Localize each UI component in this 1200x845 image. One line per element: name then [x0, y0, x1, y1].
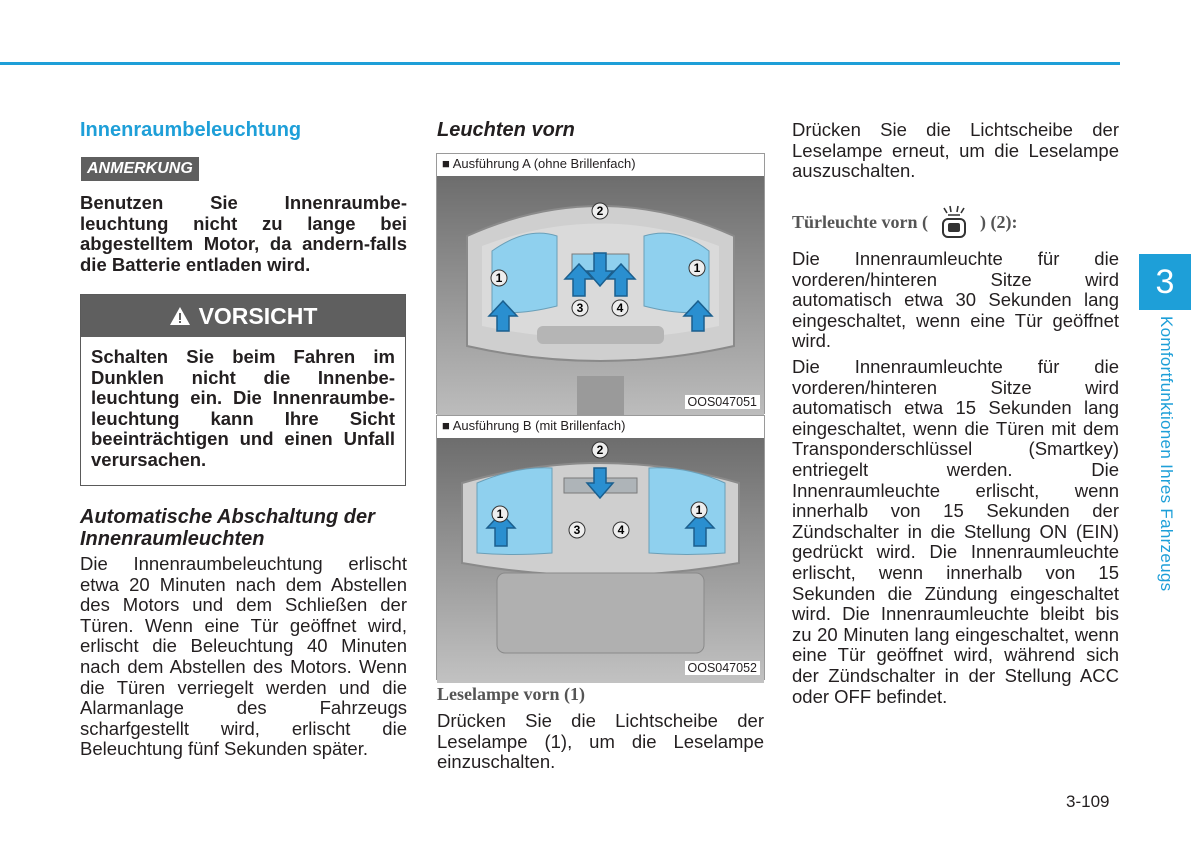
figure-b-code: OOS047052 — [685, 661, 761, 675]
lamp-off-text: Drücken Sie die Lichtscheibe der Leselampe erneut, um die Leselampe auszuschalten. — [792, 119, 1119, 182]
callout-1-left: 1 — [495, 271, 503, 285]
chapter-tab: 3 — [1139, 254, 1191, 310]
front-lights-heading: Leuchten vorn — [437, 119, 575, 141]
callout-3-b: 3 — [573, 523, 581, 537]
callout-2: 2 — [596, 204, 604, 218]
warning-header — [81, 295, 405, 337]
auto-off-heading: Automatische Abschaltung der Innenraumleuchten — [80, 506, 375, 550]
door-heading-post: ) (2): — [979, 211, 1018, 232]
callout-3: 3 — [576, 301, 584, 315]
callout-1-right: 1 — [693, 261, 701, 275]
figure-a-code: OOS047051 — [685, 395, 761, 409]
note-badge: ANMERKUNG — [81, 157, 199, 181]
reading-lamp-text: Drücken Sie die Lichtscheibe der Leselampe (1), um die Leselampe einzuschalten. — [437, 710, 764, 773]
figure-b-caption: ■ Ausführung B (mit Brillenfach) — [442, 418, 626, 433]
warning-title: VORSICHT — [198, 302, 318, 329]
warning-text: Schalten Sie beim Fahren im Dunklen nicht die Innenbe-leuchtung ein. Die Innenraumbe-leuchtung kann Ihre Sicht beeinträchtigen und einen Unfall verursachen. — [91, 346, 395, 470]
note-text: Benutzen Sie Innenraumbe-leuchtung nicht zu lange bei abgestelltem Motor, da andern-falls die Batterie entladen wird. — [80, 192, 407, 275]
page-number: 3-109 — [1066, 792, 1110, 811]
callout-1-right-b: 1 — [695, 503, 703, 517]
door-heading-pre: Türleuchte vorn ( — [792, 211, 928, 232]
figure-a-caption: ■ Ausführung A (ohne Brillenfach) — [442, 156, 636, 171]
door-light-heading — [792, 202, 1017, 242]
callout-2-b: 2 — [596, 443, 604, 457]
door-lamp-icon — [934, 202, 974, 242]
section-heading: Innenraumbeleuchtung — [80, 119, 302, 141]
callout-4: 4 — [616, 301, 624, 315]
overhead-console-illustration-a — [437, 176, 764, 417]
chapter-label: Komfortfunktionen Ihres Fahrzeugs — [1157, 316, 1176, 592]
figure-b — [436, 415, 765, 680]
figure-a — [436, 153, 765, 414]
header-rule — [0, 62, 1120, 65]
warning-box — [80, 294, 406, 486]
overhead-console-illustration-b — [437, 438, 764, 683]
callout-1-left-b: 1 — [496, 507, 504, 521]
door-light-para-1: Die Innenraumleuchte für die vorderen/hinteren Sitze wird automatisch etwa 30 Sekunden lang eingeschaltet, wenn eine Tür geöffnet wird. — [792, 248, 1119, 352]
reading-lamp-heading: Leselampe vorn (1) — [437, 684, 585, 704]
door-light-para-2: Die Innenraumleuchte für die vorderen/hinteren Sitze wird automatisch etwa 15 Sekunden lang eingeschaltet, wenn die Türen mit dem Transponderschlüssel (Smartkey) entriegelt werden. Die Innenraumleuchte erlischt, wenn innerhalb von 15 Sekunden der Zündschalter in die Stellung ON (EIN) gedrückt wird. Die Innenraumleuchte erlischt, wenn innerhalb von 15 Sekunden die Zündung eingeschaltet wird. Die Innenraumleuchte bleibt bis zu 20 Minuten lang eingeschaltet, wenn eine Tür geöffnet wird, während sich der Zündschalter in der Stellung ACC oder OFF befindet. — [792, 356, 1119, 707]
auto-off-text: Die Innenraumbeleuchtung erlischt etwa 20 Minuten nach dem Abstellen des Motors und dem Schließen der Türen. Wenn eine Tür geöffnet wird, erlischt die Beleuchtung 40 Minuten nach dem Abstellen des Motors. Wenn die Türen verriegelt werden und die Alarmanlage des Fahrzeugs scharfgestellt wird, erlischt die Beleuchtung fünf Sekunden später. — [80, 553, 407, 760]
callout-4-b: 4 — [617, 523, 625, 537]
warning-icon — [169, 306, 191, 326]
